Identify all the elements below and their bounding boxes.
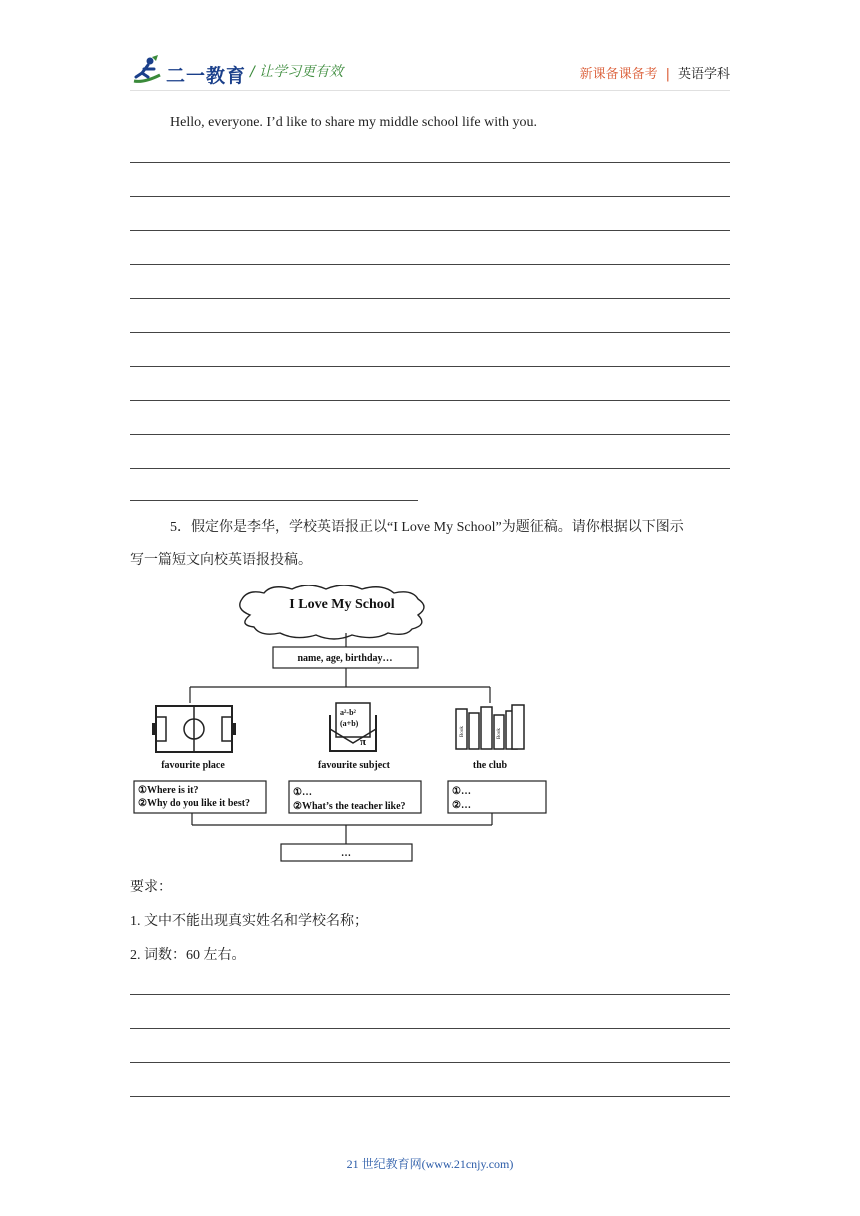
writing-line [130,994,730,995]
branch-label-club: the club [472,760,508,771]
subject-item-2: ②What’s the teacher like? [293,801,406,812]
writing-line [130,1062,730,1063]
club-item-2: ②… [452,800,471,811]
page-header [130,55,730,91]
math-formula-1: a²-b² [340,708,356,717]
writing-line [130,1028,730,1029]
intro-sentence: Hello, everyone. I’d like to share my middle school life with you. [170,115,538,130]
requirements-heading: 要求： [130,880,172,895]
writing-line [130,196,730,197]
requirement-1: 1. 文中不能出现真实姓名和学校名称； [130,914,368,929]
diagram-title: I Love My School [289,597,395,612]
top-box-text: name, age, birthday… [297,653,393,664]
writing-line [130,162,730,163]
page-footer: 21 世纪教育网(www.21cnjy.com) [346,1157,514,1171]
branch-label-subject: favourite subject [318,760,390,771]
header-subject-tag: 英语学科 [677,67,730,82]
writing-line [130,1096,730,1097]
place-item-1: ①Where is it? [138,785,199,796]
writing-line [130,500,418,501]
logo-runner-icon [130,55,164,89]
brand-name: 二一教育 [166,65,247,87]
place-item-2: ②Why do you like it best? [138,798,251,809]
club-item-1: ①… [452,786,471,797]
writing-line [130,230,730,231]
question-5-line1: 5．假定你是李华，学校英语报正以“I Love My School”为题征稿。请你根据以下图示 [170,520,684,535]
writing-line [130,468,730,469]
math-envelope-icon [330,703,376,751]
title-cloud [240,585,424,639]
writing-line [130,298,730,299]
subject-item-1: ①… [293,787,312,798]
header-separator: | [665,67,670,82]
writing-line [130,264,730,265]
writing-line [130,366,730,367]
books-icon [456,705,524,749]
header-course-tag: 新课备课备考 [579,67,658,82]
writing-line [130,332,730,333]
header-subject [580,63,730,82]
writing-line [130,400,730,401]
branch-label-place: favourite place [161,760,225,771]
requirement-2: 2. 词数：60 左右。 [130,948,246,963]
mind-map-diagram [130,585,550,865]
question-5-line2: 写一篇短文向校英语报投稿。 [130,553,312,568]
slogan: / 让学习更有效 [250,64,344,80]
header-divider [130,90,730,91]
pi-symbol: π [360,736,367,748]
bottom-box-text: … [341,848,351,859]
writing-line [130,434,730,435]
book-spine-word: Book [497,728,502,739]
book-spine-word: Book [460,726,465,737]
football-field-icon [152,706,236,752]
math-formula-2: (a+b) [340,719,359,728]
